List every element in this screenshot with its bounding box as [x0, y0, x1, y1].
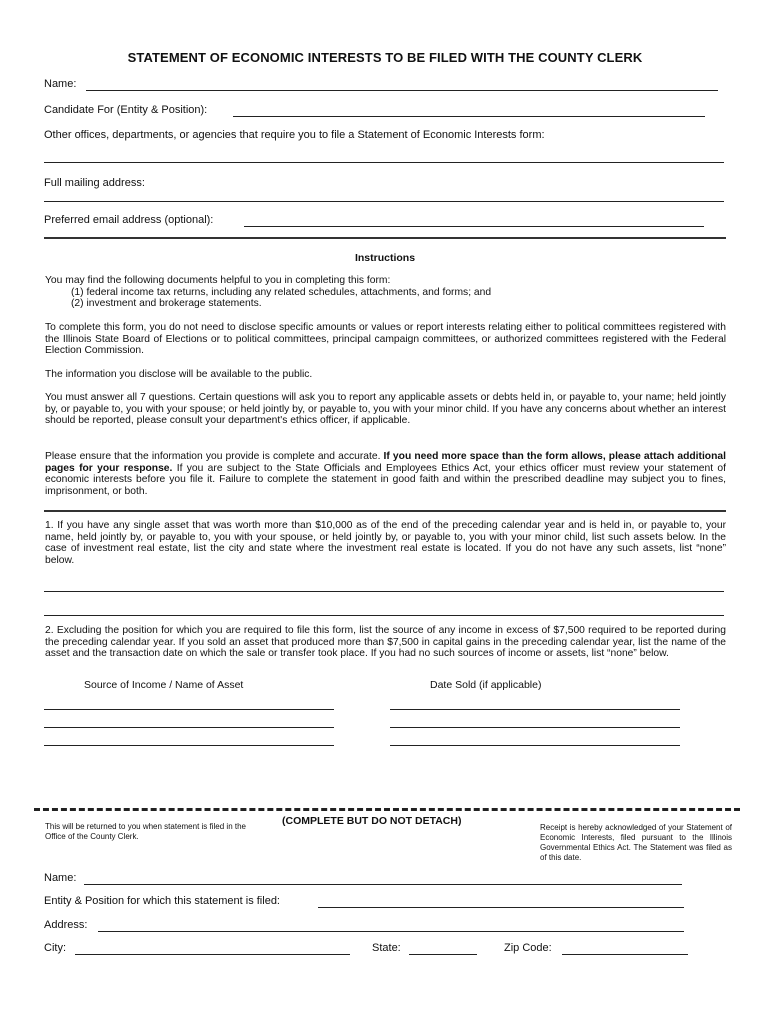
- q1-answer-line-2[interactable]: [44, 603, 724, 616]
- source-line-1[interactable]: [44, 697, 334, 710]
- email-field[interactable]: [244, 214, 704, 227]
- receipt-entity-label: Entity & Position for which this statement is filed:: [44, 895, 280, 907]
- candidate-field[interactable]: [233, 104, 705, 117]
- date-line-2[interactable]: [390, 715, 680, 728]
- instructions-accuracy-a: Please ensure that the information you provide is complete and accurate.: [45, 451, 384, 462]
- instructions-item-1: (1) federal income tax returns, including any related schedules, attachments, and forms; and: [71, 286, 492, 298]
- instructions-accuracy: [45, 451, 726, 498]
- receipt-zip-field[interactable]: [562, 942, 688, 955]
- receipt-city-field[interactable]: [75, 942, 350, 955]
- instructions-accuracy-c: If you are subject to the State Officials and Employees Ethics Act, your ethics officer must review your statement of economic interests before you file it. Failure to complete the statement in good faith and within the prescribed deadline may subject you to fines, imprisonment, or both.: [45, 462, 726, 498]
- instructions-questions: You must answer all 7 questions. Certain questions will ask you to report any applicable assets or debts held in, or payable to, your name; held jointly by, or payable to, you with your spouse; or held jointly by, or payable to, you with your minor child. If you have any concerns about whether an interest should be reported, please consult your department's ethics officer, if applicable.: [45, 392, 726, 427]
- source-line-2[interactable]: [44, 715, 334, 728]
- instructions-intro: You may find the following documents helpful to you in completing this form:: [45, 275, 391, 286]
- mailing-label: Full mailing address:: [44, 177, 145, 189]
- date-line-1[interactable]: [390, 697, 680, 710]
- form-title: STATEMENT OF ECONOMIC INTERESTS TO BE FILED WITH THE COUNTY CLERK: [127, 50, 643, 65]
- receipt-left-note: This will be returned to you when statement is filed in the Office of the County Clerk.: [45, 822, 246, 841]
- question-2: 2. Excluding the position for which you are required to file this form, list the source of any income in excess of $7,500 required to be reported during the preceding calendar year. If you sold an asset that produced more than $7,500 in capital gains in the preceding calendar year, list the name of the asset and the transaction date on which the sale or transfer took place. If you had no such sources of income or assets, list “none” below.: [45, 625, 726, 660]
- receipt-state-field[interactable]: [409, 942, 477, 955]
- receipt-right-note: Receipt is hereby acknowledged of your Statement of Economic Interests, filed pursuant to the Illinois Governmental Ethics Act. The Statement was filed as of this date.: [540, 823, 732, 862]
- instructions-heading: Instructions: [354, 252, 416, 264]
- receipt-heading: (COMPLETE BUT DO NOT DETACH): [282, 815, 462, 827]
- question-1: 1. If you have any single asset that was worth more than $10,000 as of the end of the preceding calendar year and is held in, or payable to, your name, held jointly by, or payable to, you with your spouse, or held jointly by, or payable to, you with your minor child, list such assets below. In the case of investment real estate, list the city and state where the investment real estate is located. If you do not have any such assets, list “none” below.: [45, 520, 726, 567]
- instructions-public: The information you disclose will be available to the public.: [45, 369, 313, 380]
- name-field[interactable]: [86, 78, 718, 91]
- section-divider-2: [44, 510, 726, 512]
- receipt-name-field[interactable]: [84, 872, 682, 885]
- receipt-address-label: Address:: [44, 919, 88, 931]
- date-line-3[interactable]: [390, 733, 680, 746]
- receipt-name-label: Name:: [44, 872, 77, 884]
- instructions-item-2: (2) investment and brokerage statements.: [71, 298, 262, 310]
- receipt-state-label: State:: [372, 942, 401, 954]
- receipt-zip-label: Zip Code:: [504, 942, 552, 954]
- instructions-accuracy-bold: If you need more space than the form allows, please attach additional pages for your response.: [45, 451, 726, 474]
- receipt-address-field[interactable]: [98, 919, 684, 932]
- receipt-city-label: City:: [44, 942, 66, 954]
- source-line-3[interactable]: [44, 733, 334, 746]
- instructions-docs: [45, 275, 725, 310]
- other-offices-field[interactable]: [44, 150, 724, 163]
- mailing-field[interactable]: [44, 189, 724, 202]
- q1-answer-line-1[interactable]: [44, 579, 724, 592]
- candidate-label: Candidate For (Entity & Position):: [44, 104, 208, 116]
- receipt-entity-field[interactable]: [318, 895, 684, 908]
- email-label: Preferred email address (optional):: [44, 214, 214, 226]
- name-label: Name:: [44, 78, 77, 90]
- section-divider: [44, 237, 726, 239]
- instructions-disclosure: To complete this form, you do not need to disclose specific amounts or values or report interests relating either to political committees registered with the Illinois State Board of Elections or to political committees, principal campaign committees, or authorized committees registered with the Federal Election Commission.: [45, 322, 726, 357]
- date-column-header: Date Sold (if applicable): [430, 679, 542, 691]
- other-offices-label: Other offices, departments, or agencies that require you to file a Statement of Economic Interests form:: [44, 129, 545, 141]
- detach-line: [34, 808, 740, 811]
- source-column-header: Source of Income / Name of Asset: [84, 679, 244, 691]
